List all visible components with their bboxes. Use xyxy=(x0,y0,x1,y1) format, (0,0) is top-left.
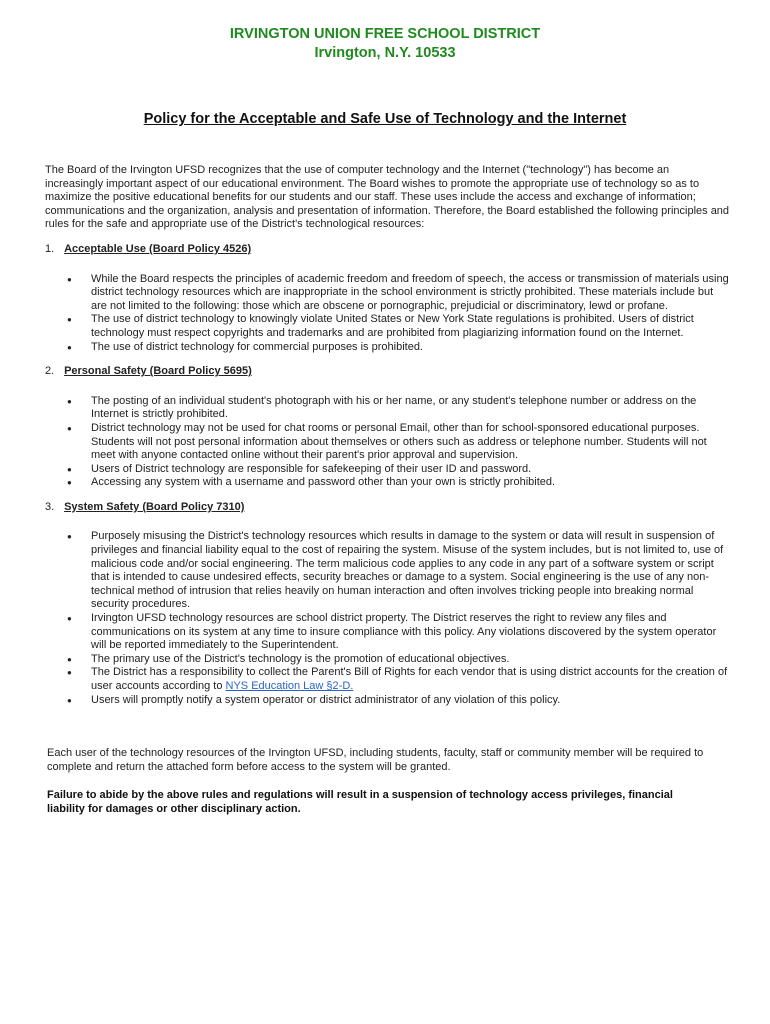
section-heading xyxy=(45,243,730,257)
list-item: ● The primary use of the District's technology is the promotion of educational objectives. xyxy=(67,653,730,667)
section-number: 1. xyxy=(45,242,55,255)
section-label: Acceptable Use (Board Policy 4526) xyxy=(64,242,252,255)
list-item: ● The use of district technology to knowingly violate United States or New York State regulations is prohibited. Users of district technology must respect copyrights and trademarks and are prohibited from plagiarizing information found on the Internet. xyxy=(67,313,730,340)
list-item xyxy=(67,666,730,693)
section-heading xyxy=(45,501,730,515)
section-acceptable-use xyxy=(45,243,730,354)
list-item: ● While the Board respects the principles of academic freedom and freedom of speech, the access or transmission of materials using district technology resources which are inappropriate in the school environment is strictly prohibited. These materials include but are not limited to the following: those which are obscene or pornographic, prejudicial or discriminatory, lewd or profane. xyxy=(67,273,730,314)
section-number: 3. xyxy=(45,500,55,513)
page-title: Policy for the Acceptable and Safe Use of Technology and the Internet xyxy=(143,111,627,127)
list-item: ● Users will promptly notify a system operator or district administrator of any violation of this policy. xyxy=(67,694,730,708)
section-personal-safety xyxy=(45,365,730,490)
list-item: ● District technology may not be used for chat rooms or personal Email, other than for school-sponsored educational purposes. Students will not post personal information about themselves or others such as address or telephone number. Students will not meet with anyone contacted online without their parent's prior approval and supervision. xyxy=(67,422,730,463)
district-name: IRVINGTON UNION FREE SCHOOL DISTRICT xyxy=(229,26,541,42)
section-label: Personal Safety (Board Policy 5695) xyxy=(64,365,252,378)
section-label: System Safety (Board Policy 7310) xyxy=(64,500,245,513)
education-law-link[interactable]: NYS Education Law §2-D. xyxy=(225,680,354,692)
list-item-text: The District has a responsibility to collect the Parent's Bill of Rights for each vendor that is using district accounts for the creation of user accounts according to xyxy=(91,666,728,692)
bullet-list xyxy=(45,395,730,490)
closing-paragraph: Each user of the technology resources of the Irvington UFSD, including students, faculty, staff or community member will be required to complete and return the attached form before access to the system will be granted. xyxy=(47,747,704,773)
failure-warning: Failure to abide by the above rules and regulations will result in a suspension of technology access privileges, financial liability for damages or other disciplinary action. xyxy=(47,789,673,815)
list-item: ● The posting of an individual student's photograph with his or her name, or any student's telephone number or address on the Internet is strictly prohibited. xyxy=(67,395,730,422)
section-heading xyxy=(45,365,730,379)
district-location: Irvington, N.Y. 10533 xyxy=(314,45,456,61)
list-item: ● The use of district technology for commercial purposes is prohibited. xyxy=(67,341,730,355)
list-item: ● Irvington UFSD technology resources are school district property. The District reserves the right to review any files and communications on its system at any time to insure compliance with this policy. Any violations discovered by the system operator will be reported immediately to the Superintendent. xyxy=(67,612,730,653)
list-item: ● Users of District technology are responsible for safekeeping of their user ID and password. xyxy=(67,463,730,477)
intro-paragraph: The Board of the Irvington UFSD recognizes that the use of computer technology and the Internet ("technology") has become an increasingly important aspect of our educational environment. The Board wishes to promote the appropriate use of technology so as to maximize the positive educational benefits for our students and our staff. These uses include the access and exchange of information; communications and the organization, analysis and presentation of information. Therefore, the Board established the following principles and rules for the safe and appropriate use of the District's technological resources: xyxy=(45,164,730,231)
list-item: ● Purposely misusing the District's technology resources which results in damage to the system or data will result in suspension of privileges and financial liability equal to the cost of repairing the system. Misuse of the system includes, but is not limited to, use of malicious code and/or social engineering. The term malicious code applies to any code in any part of a software system or script that is intended to cause undesired effects, security breaches or damage to a system. Social engineering is the use of any non-technical method of intrusion that relies heavily on human interaction and often involves tricking people into breaking normal security procedures. xyxy=(67,530,730,612)
section-number: 2. xyxy=(45,365,55,378)
list-item: ● Accessing any system with a username and password other than your own is strictly prohibited. xyxy=(67,476,730,490)
bullet-list xyxy=(45,273,730,355)
section-system-safety xyxy=(45,501,730,707)
district-header xyxy=(0,0,770,63)
bullet-list xyxy=(45,530,730,707)
